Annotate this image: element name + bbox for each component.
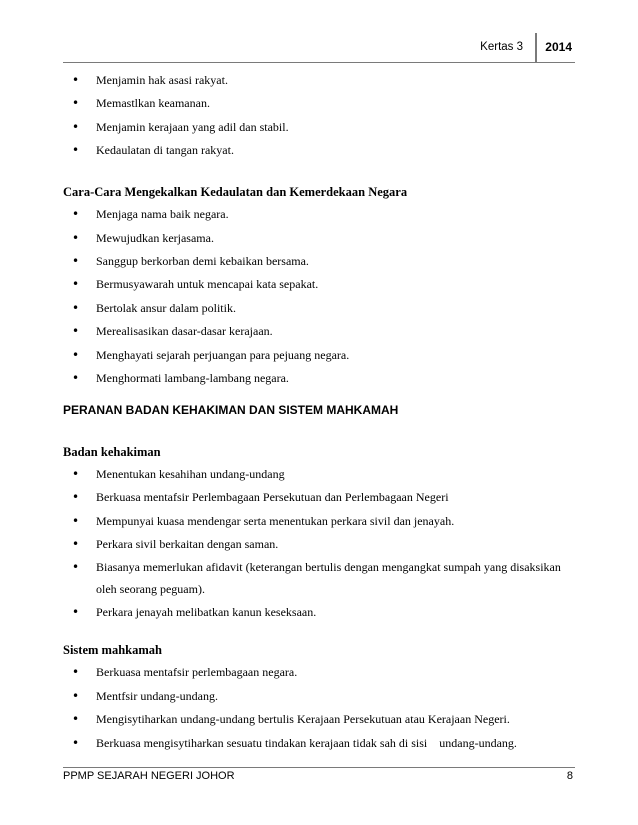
list-3 (63, 466, 583, 621)
list-item: • Berkuasa mentafsir perlembagaan negara. (63, 664, 583, 680)
header-divider (535, 33, 537, 63)
list-item: • Menjaga nama baik negara. (63, 206, 583, 222)
list-item: • Mengisytiharkan undang-undang bertulis Kerajaan Persekutuan atau Kerajaan Negeri. (63, 711, 583, 727)
list-item: • Mempunyai kuasa mendengar serta menentukan perkara sivil dan jenayah. (63, 513, 583, 529)
list-item: • Kedaulatan di tangan rakyat. (63, 142, 583, 158)
list-item: • Berkuasa mengisytiharkan sesuatu tindakan kerajaan tidak sah di sisi undang-undang. (63, 735, 583, 751)
header-label: Kertas 3 (480, 41, 523, 53)
list-item: • Mentfsir undang-undang. (63, 688, 583, 704)
list-item: • Menjamin hak asasi rakyat. (63, 72, 583, 88)
list-item: • Berkuasa mentafsir Perlembagaan Persekutuan dan Perlembagaan Negeri (63, 489, 583, 505)
list-item: • Perkara sivil berkaitan dengan saman. (63, 536, 583, 552)
header-year: 2014 (545, 40, 572, 54)
footer-rule (63, 767, 575, 768)
list-item: • Biasanya memerlukan afidavit (keterangan bertulis dengan mengangkat sumpah yang disaksikan oleh seorang peguam). (63, 556, 583, 600)
list-item: • Menentukan kesahihan undang-undang (63, 466, 583, 482)
list-item: • Bermusyawarah untuk mencapai kata sepakat. (63, 276, 583, 292)
list-1 (63, 72, 583, 158)
list-item: • Perkara jenayah melibatkan kanun keseksaan. (63, 604, 583, 620)
page-content (63, 70, 583, 758)
main-heading: PERANAN BADAN KEHAKIMAN DAN SISTEM MAHKAMAH (63, 402, 399, 417)
footer-title: PPMP SEJARAH NEGERI JOHOR (63, 770, 235, 782)
section-heading: Cara-Cara Mengekalkan Kedaulatan dan Kemerdekaan Negara (63, 185, 408, 200)
list-item: • Sanggup berkorban demi kebaikan bersama. (63, 253, 583, 269)
list-item: • Mewujudkan kerjasama. (63, 230, 583, 246)
list-4 (63, 664, 583, 750)
list-item: • Bertolak ansur dalam politik. (63, 300, 583, 316)
list-item: • Menjamin kerajaan yang adil dan stabil. (63, 119, 583, 135)
list-2 (63, 206, 583, 386)
section-heading: Badan kehakiman (63, 444, 161, 459)
header-rule (63, 62, 575, 63)
list-item: • Memastlkan keamanan. (63, 95, 583, 111)
page-header (0, 33, 575, 63)
section-heading: Sistem mahkamah (63, 643, 162, 658)
list-item: • Menghayati sejarah perjuangan para pejuang negara. (63, 347, 583, 363)
list-item: • Menghormati lambang-lambang negara. (63, 370, 583, 386)
list-item: • Merealisasikan dasar-dasar kerajaan. (63, 323, 583, 339)
page-number: 8 (566, 770, 573, 782)
